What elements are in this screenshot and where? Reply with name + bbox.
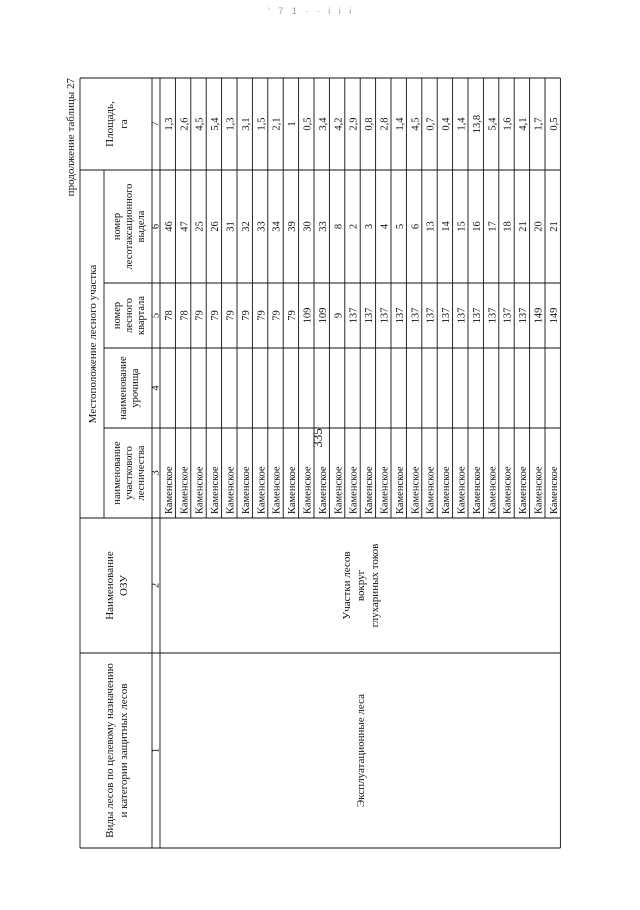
cell-district: Каменское	[425, 466, 437, 514]
ozu-value: вокруг	[355, 569, 368, 602]
table-text	[65, 78, 560, 838]
header-district: лесничества	[136, 445, 147, 501]
cell-district: Каменское	[256, 466, 268, 514]
cell-quarter: 79	[287, 310, 299, 321]
header-district: участкового	[124, 446, 135, 500]
header-allotment: выдела	[136, 210, 147, 243]
cell-quarter: 137	[379, 307, 391, 324]
cell-allotment: 21	[518, 221, 530, 232]
cell-quarter: 137	[410, 307, 422, 324]
cell-allotment: 47	[179, 221, 191, 232]
cell-district: Каменское	[287, 466, 299, 514]
column-number: 1	[150, 747, 162, 754]
category-value: Эксплуатационные леса	[355, 694, 368, 807]
header-forest-type: и категории защитных лесов	[118, 683, 130, 818]
column-number: 3	[150, 470, 162, 476]
cell-district: Каменское	[225, 466, 237, 514]
cell-quarter: 137	[471, 307, 483, 324]
cell-district: Каменское	[163, 466, 175, 514]
cell-district: Каменское	[333, 466, 345, 514]
cell-district: Каменское	[471, 466, 483, 514]
ozu-value: глухариных токов	[369, 543, 382, 628]
cell-quarter: 137	[456, 307, 468, 324]
header-quarter: квартала	[136, 295, 147, 336]
cell-district: Каменское	[518, 466, 530, 514]
cell-quarter: 78	[179, 310, 191, 321]
cell-area: 4,1	[518, 117, 530, 131]
cell-area: 4,5	[410, 117, 422, 131]
cell-area: 1	[287, 121, 299, 127]
cell-district: Каменское	[379, 466, 391, 514]
cell-district: Каменское	[179, 466, 191, 514]
cell-allotment: 32	[240, 221, 252, 232]
cell-district: Каменское	[441, 466, 453, 514]
cell-allotment: 33	[256, 221, 268, 232]
cell-allotment: 31	[225, 221, 237, 232]
cell-quarter: 79	[271, 310, 283, 321]
cell-allotment: 17	[487, 221, 499, 232]
cell-allotment: 39	[287, 221, 299, 232]
cell-allotment: 26	[210, 221, 222, 232]
cell-district: Каменское	[348, 466, 360, 514]
cell-area: 3,1	[240, 117, 252, 131]
cell-quarter: 149	[533, 307, 545, 324]
cell-area: 0,8	[364, 117, 376, 131]
header-allotment: номер	[112, 212, 123, 241]
cell-district: Каменское	[456, 466, 468, 514]
header-allotment: лесотаксационного	[124, 183, 135, 270]
ozu-value: Участки лесов	[341, 551, 354, 620]
cell-area: 1,4	[394, 117, 406, 131]
cell-allotment: 20	[533, 221, 545, 232]
cell-area: 5,4	[210, 117, 222, 131]
cell-area: 0,5	[302, 117, 314, 131]
header-area: га	[118, 119, 130, 129]
cell-allotment: 15	[456, 221, 468, 232]
cell-allotment: 16	[471, 221, 483, 232]
cell-district: Каменское	[240, 466, 252, 514]
page-number: 335	[310, 428, 325, 448]
cell-area: 5,4	[487, 117, 499, 131]
cell-area: 4,5	[194, 117, 206, 131]
cell-quarter: 137	[364, 307, 376, 324]
cell-district: Каменское	[487, 466, 499, 514]
cell-district: Каменское	[364, 466, 376, 514]
column-number: 2	[150, 582, 162, 589]
column-number: 4	[150, 385, 162, 391]
cell-district: Каменское	[317, 466, 329, 514]
cell-quarter: 79	[240, 310, 252, 321]
column-number: 7	[150, 121, 162, 127]
cell-allotment: 6	[410, 223, 422, 230]
cell-district: Каменское	[210, 466, 222, 514]
header-quarter: лесного	[124, 298, 135, 333]
cell-area: 1,5	[256, 117, 268, 131]
cell-allotment: 46	[163, 221, 175, 232]
cell-district: Каменское	[302, 466, 314, 514]
header-tract: наименование	[118, 356, 129, 420]
cell-district: Каменское	[533, 466, 545, 514]
cell-area: 2,8	[379, 117, 391, 131]
cell-area: 3,4	[317, 117, 329, 131]
table-grid	[80, 78, 560, 848]
header-forest-type: Виды лесов по целевому назначению	[104, 663, 116, 838]
cell-quarter: 137	[348, 307, 360, 324]
header-quarter: номер	[112, 301, 123, 330]
cell-allotment: 30	[302, 221, 314, 232]
header-district: наименование	[112, 441, 123, 505]
cell-quarter: 137	[518, 307, 530, 324]
header-area: Площадь,	[104, 101, 116, 147]
header-location-group: Местоположение лесного участка	[87, 264, 99, 424]
header-ozu: ОЗУ	[118, 575, 130, 596]
cell-district: Каменское	[410, 466, 422, 514]
cell-quarter: 79	[256, 310, 268, 321]
cell-area: 2,9	[348, 117, 360, 131]
cell-allotment: 13	[425, 221, 437, 232]
cell-district: Каменское	[194, 466, 206, 514]
cell-area: 0,5	[548, 117, 560, 131]
cell-quarter: 137	[394, 307, 406, 324]
cell-allotment: 34	[271, 221, 283, 232]
cell-quarter: 137	[502, 307, 514, 324]
cell-allotment: 25	[194, 221, 206, 232]
cell-quarter: 137	[487, 307, 499, 324]
cell-district: Каменское	[548, 466, 560, 514]
cell-area: 0,7	[425, 117, 437, 131]
cell-quarter: 137	[425, 307, 437, 324]
cell-area: 1,3	[225, 117, 237, 131]
cell-district: Каменское	[271, 466, 283, 514]
cell-area: 2,1	[271, 117, 283, 131]
cell-allotment: 5	[394, 223, 406, 230]
cell-quarter: 79	[194, 310, 206, 321]
scan-marks: ' 7 1 · · i i i	[268, 6, 355, 16]
column-number: 5	[150, 312, 162, 319]
cell-quarter: 79	[225, 310, 237, 321]
cell-area: 13,8	[471, 114, 483, 134]
cell-district: Каменское	[502, 466, 514, 514]
cell-allotment: 18	[502, 221, 514, 232]
cell-area: 1,6	[502, 117, 514, 131]
cell-allotment: 21	[548, 221, 560, 232]
cell-allotment: 4	[379, 223, 391, 230]
cell-quarter: 109	[317, 307, 329, 324]
continuation-label: продолжение таблицы 27	[65, 78, 77, 197]
cell-area: 1,3	[163, 117, 175, 131]
cell-quarter: 78	[163, 310, 175, 321]
cell-area: 1,4	[456, 117, 468, 131]
cell-allotment: 8	[333, 223, 345, 230]
header-ozu: Наименование	[104, 551, 116, 620]
cell-district: Каменское	[394, 466, 406, 514]
cell-quarter: 109	[302, 307, 314, 324]
cell-allotment: 33	[317, 221, 329, 232]
cell-allotment: 2	[348, 223, 360, 230]
column-number: 6	[150, 223, 162, 230]
header-tract: урочища	[130, 368, 141, 408]
cell-quarter: 9	[333, 312, 345, 319]
cell-quarter: 149	[548, 307, 560, 324]
cell-quarter: 137	[441, 307, 453, 324]
cell-allotment: 3	[364, 223, 376, 230]
cell-area: 2,6	[179, 117, 191, 131]
cell-quarter: 79	[210, 310, 222, 321]
cell-area: 1,7	[533, 117, 545, 131]
cell-area: 0,4	[441, 117, 453, 131]
cell-area: 4,2	[333, 117, 345, 131]
cell-allotment: 14	[441, 221, 453, 232]
